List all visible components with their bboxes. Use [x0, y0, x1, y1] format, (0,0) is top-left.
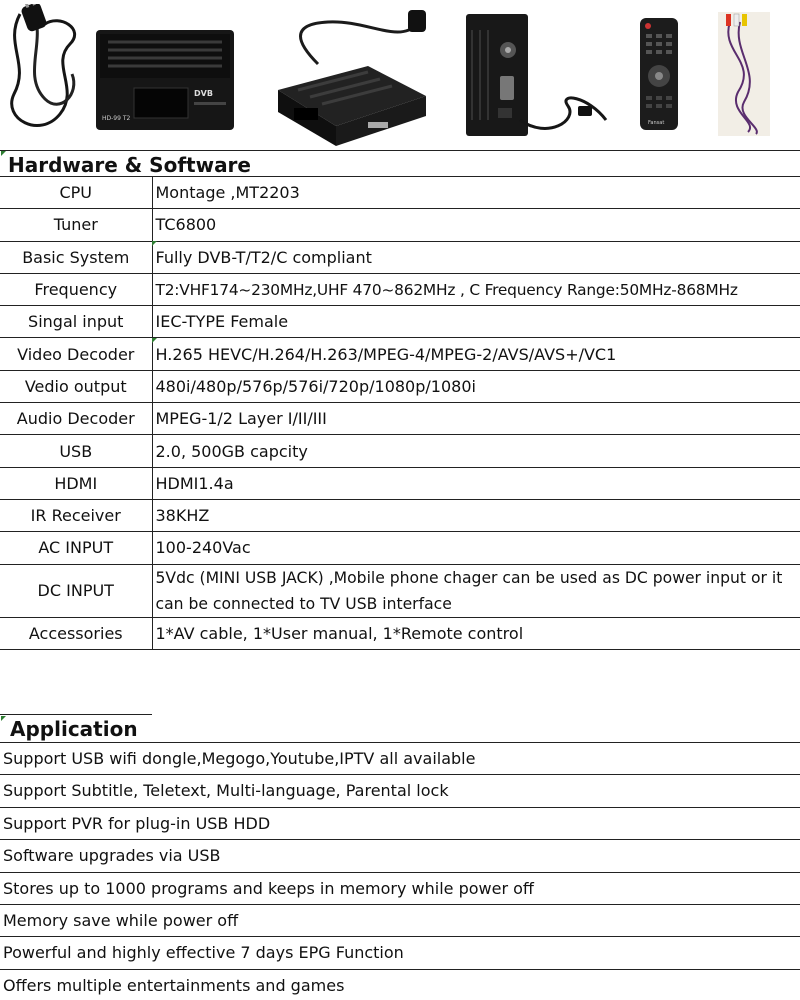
- application-section-header: [0, 714, 800, 742]
- table-row: [0, 499, 800, 531]
- table-row: [0, 617, 800, 649]
- spec-label: Video Decoder: [0, 338, 152, 370]
- spec-value: 100-240Vac: [152, 532, 800, 564]
- svg-text:HD-99 T2: HD-99 T2: [102, 115, 131, 122]
- table-row: [0, 467, 800, 499]
- table-row: [0, 209, 800, 241]
- spec-label: IR Receiver: [0, 499, 152, 531]
- spec-value: IEC-TYPE Female: [152, 306, 800, 338]
- table-row: [0, 241, 800, 273]
- table-row: [0, 177, 800, 209]
- table-row: [0, 532, 800, 564]
- spec-value: TC6800: [152, 209, 800, 241]
- spec-label: HDMI: [0, 467, 152, 499]
- spec-value: Fully DVB-T/T2/C compliant: [152, 241, 800, 273]
- cell-corner-mark: [152, 338, 157, 343]
- table-row: [0, 338, 800, 370]
- spec-value: H.265 HEVC/H.264/H.263/MPEG-4/MPEG-2/AVS/AVS+/VC1: [152, 338, 800, 370]
- receiver-front-image: [94, 24, 236, 136]
- list-item: Memory save while power off: [0, 904, 800, 936]
- svg-text:DVB: DVB: [194, 89, 213, 98]
- spec-label: DC INPUT: [0, 564, 152, 617]
- spec-label: Frequency: [0, 273, 152, 305]
- remote-control-image: [638, 16, 680, 132]
- av-cable-image: [718, 12, 770, 136]
- list-item: Offers multiple entertainments and games: [0, 969, 800, 1000]
- spec-value: T2:VHF174~230MHz,UHF 470~862MHz , C Frequency Range:50MHz-868MHz: [152, 273, 800, 305]
- spec-label: CPU: [0, 177, 152, 209]
- table-row: [0, 273, 800, 305]
- spec-label: AC INPUT: [0, 532, 152, 564]
- application-list: [0, 742, 800, 1000]
- table-row: [0, 370, 800, 402]
- cell-corner-mark: [1, 151, 6, 156]
- receiver-side-image: [458, 10, 618, 142]
- list-item: Powerful and highly effective 7 days EPG Function: [0, 936, 800, 968]
- list-item: Software upgrades via USB: [0, 839, 800, 871]
- spec-value: 1*AV cable, 1*User manual, 1*Remote control: [152, 617, 800, 649]
- application-section-title: Application: [10, 717, 138, 741]
- list-item: Support USB wifi dongle,Megogo,Youtube,IPTV all available: [0, 742, 800, 774]
- svg-text:Fansat: Fansat: [648, 120, 665, 126]
- table-row: [0, 403, 800, 435]
- table-row: [0, 435, 800, 467]
- list-item: Support Subtitle, Teletext, Multi-language, Parental lock: [0, 774, 800, 806]
- spec-label: USB: [0, 435, 152, 467]
- header-gap: [152, 714, 800, 715]
- spec-value: 38KHZ: [152, 499, 800, 531]
- spec-value: MPEG-1/2 Layer I/II/III: [152, 403, 800, 435]
- cell-corner-mark: [152, 241, 157, 246]
- table-row: [0, 306, 800, 338]
- spec-table: [0, 176, 800, 650]
- spec-label: Basic System: [0, 241, 152, 273]
- spec-value: HDMI1.4a: [152, 467, 800, 499]
- spec-label: Accessories: [0, 617, 152, 649]
- spec-value: 480i/480p/576p/576i/720p/1080p/1080i: [152, 370, 800, 402]
- spec-label: Vedio output: [0, 370, 152, 402]
- spec-label: Tuner: [0, 209, 152, 241]
- list-item: Support PVR for plug-in USB HDD: [0, 807, 800, 839]
- list-item: Stores up to 1000 programs and keeps in memory while power off: [0, 872, 800, 904]
- spec-value: Montage ,MT2203: [152, 177, 800, 209]
- table-row: [0, 564, 800, 617]
- spec-value: 2.0, 500GB capcity: [152, 435, 800, 467]
- spec-label: Audio Decoder: [0, 403, 152, 435]
- product-photo-strip: [0, 0, 800, 148]
- power-adapter-image: [0, 4, 92, 144]
- spec-value: 5Vdc (MINI USB JACK) ,Mobile phone chager can be used as DC power input or it can be connected to TV USB interface: [152, 564, 800, 617]
- receiver-angle-image: [258, 4, 430, 148]
- spec-label: Singal input: [0, 306, 152, 338]
- hardware-section-title: Hardware & Software: [8, 153, 251, 177]
